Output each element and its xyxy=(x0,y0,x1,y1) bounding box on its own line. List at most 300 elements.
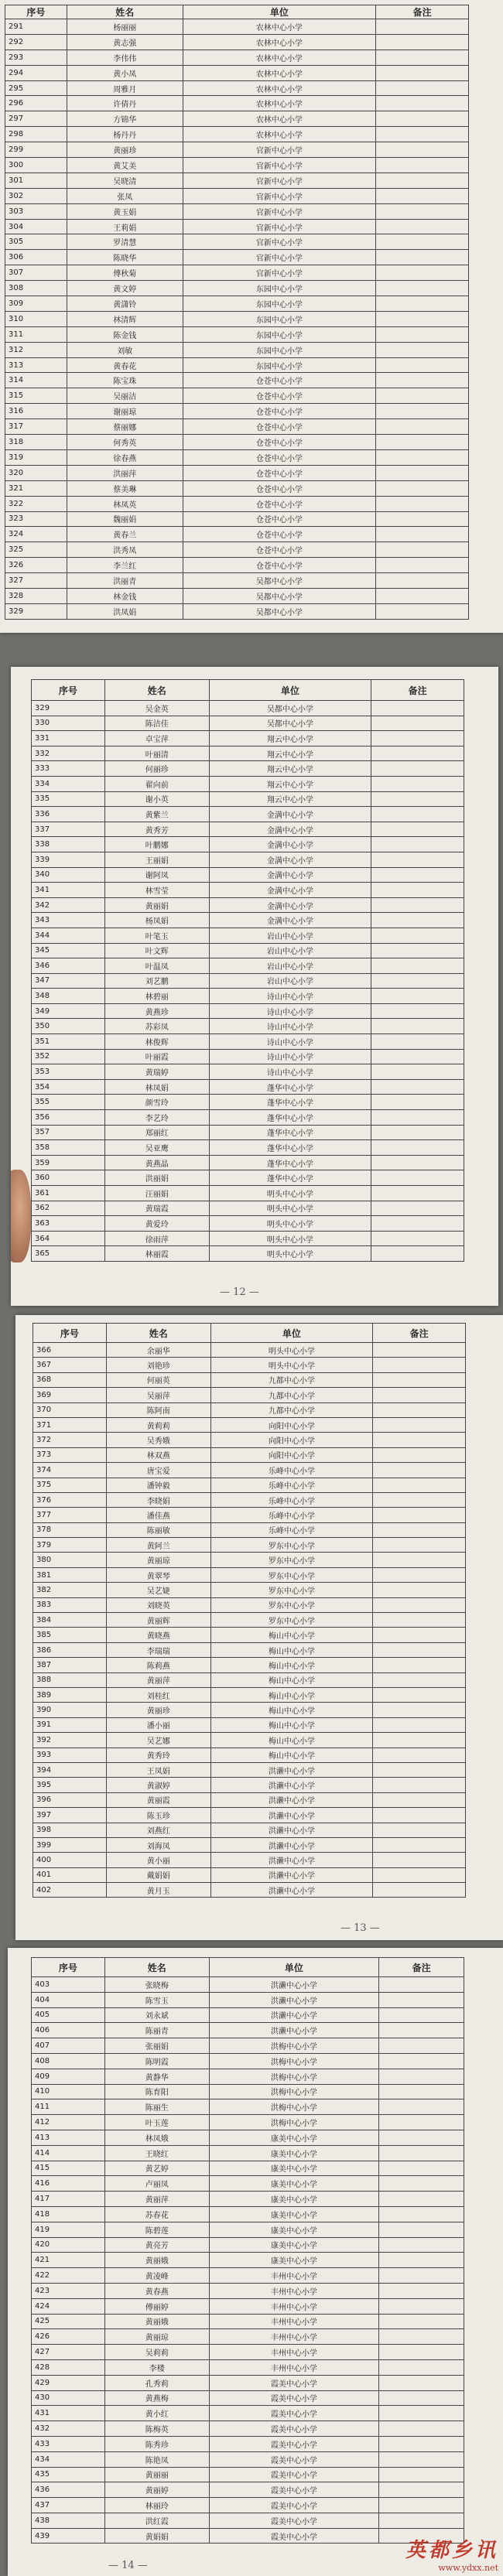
cell-number: 334 xyxy=(32,776,105,791)
table-row xyxy=(5,127,469,142)
cell-name: 陈艳凤 xyxy=(104,2451,209,2467)
cell-name: 潘佳燕 xyxy=(106,1508,210,1522)
cell-name: 洪丽青 xyxy=(67,573,183,589)
cell-unit: 仓苍中心小学 xyxy=(183,542,376,558)
table-row xyxy=(32,822,464,837)
cell-number: 335 xyxy=(32,791,105,807)
table-row xyxy=(5,19,469,35)
cell-remark xyxy=(373,1642,466,1657)
cell-name: 李伟伟 xyxy=(67,50,183,65)
cell-remark xyxy=(373,1478,466,1492)
cell-unit: 洪梅中心小学 xyxy=(209,2099,379,2115)
cell-name: 黄丽娥 xyxy=(104,2253,209,2268)
cell-remark xyxy=(373,1463,466,1478)
cell-remark xyxy=(376,542,469,558)
cell-number: 377 xyxy=(33,1508,107,1522)
cell-number: 337 xyxy=(32,822,105,837)
cell-remark xyxy=(373,1703,466,1717)
cell-remark xyxy=(379,2069,464,2084)
cell-number: 408 xyxy=(32,2053,105,2069)
cell-name: 林凤娟 xyxy=(104,1079,209,1095)
cell-number: 387 xyxy=(33,1658,107,1672)
cell-number: 354 xyxy=(32,1079,105,1095)
cell-name: 洪丽萍 xyxy=(67,465,183,480)
cell-remark xyxy=(379,2253,464,2268)
table-row xyxy=(33,1388,466,1402)
table-row xyxy=(33,1613,466,1628)
cell-unit: 康美中心小学 xyxy=(209,2237,379,2253)
cell-remark xyxy=(373,1388,466,1402)
table-row xyxy=(33,1733,466,1748)
table-row xyxy=(32,2023,464,2038)
cell-remark xyxy=(376,496,469,511)
table-row xyxy=(32,807,464,822)
cell-name: 叶丽霞 xyxy=(104,1049,209,1064)
cell-name: 黄丽珍 xyxy=(106,1703,210,1717)
table-row xyxy=(32,913,464,928)
header-remark: 备注 xyxy=(373,1324,466,1343)
table-row xyxy=(32,2451,464,2467)
cell-number: 352 xyxy=(32,1049,105,1064)
table-row xyxy=(32,1079,464,1095)
cell-name: 陈玉珍 xyxy=(106,1808,210,1823)
table-row xyxy=(33,1567,466,1582)
cell-name: 吴莉莉 xyxy=(104,2345,209,2360)
table-row xyxy=(32,1246,464,1262)
table-row xyxy=(32,2359,464,2375)
cell-unit: 农林中心小学 xyxy=(183,80,376,96)
cell-name: 陈宝珠 xyxy=(67,373,183,388)
cell-remark xyxy=(376,435,469,450)
cell-remark xyxy=(376,19,469,35)
cell-number: 325 xyxy=(5,542,67,558)
cell-remark xyxy=(376,311,469,326)
cell-number: 332 xyxy=(32,746,105,761)
table-row xyxy=(33,1508,466,1522)
cell-number: 367 xyxy=(33,1358,107,1372)
cell-name: 李兰红 xyxy=(67,558,183,573)
cell-name: 张丽娟 xyxy=(104,2038,209,2054)
cell-remark xyxy=(371,837,464,852)
cell-unit: 明头中心小学 xyxy=(209,1186,371,1201)
cell-name: 何丽珍 xyxy=(104,761,209,777)
cell-unit: 岩山中心小学 xyxy=(209,943,371,958)
cell-name: 刘艺鹏 xyxy=(104,973,209,989)
cell-number: 402 xyxy=(33,1883,107,1898)
table-row xyxy=(5,542,469,558)
cell-number: 415 xyxy=(32,2161,105,2176)
cell-number: 419 xyxy=(32,2222,105,2237)
cell-number: 395 xyxy=(33,1778,107,1792)
cell-unit: 洪濑中心小学 xyxy=(210,1867,373,1882)
cell-unit: 官新中心小学 xyxy=(183,158,376,173)
cell-number: 306 xyxy=(5,250,67,265)
cell-name: 黄丽丽 xyxy=(104,2467,209,2482)
cell-unit: 霞美中心小学 xyxy=(209,2421,379,2437)
cell-number: 329 xyxy=(5,603,67,619)
table-row xyxy=(32,1110,464,1126)
cell-unit: 蓬华中心小学 xyxy=(209,1155,371,1170)
cell-number: 314 xyxy=(5,373,67,388)
table-row xyxy=(5,603,469,619)
cell-remark xyxy=(379,1992,464,2007)
document-page-4 xyxy=(8,1948,503,2576)
cell-remark xyxy=(376,465,469,480)
cell-remark xyxy=(373,1417,466,1432)
cell-number: 405 xyxy=(32,2007,105,2023)
cell-name: 刘艳珍 xyxy=(106,1358,210,1372)
cell-number: 422 xyxy=(32,2268,105,2284)
table-row xyxy=(33,1402,466,1417)
cell-name: 李晓娟 xyxy=(106,1492,210,1507)
cell-remark xyxy=(371,852,464,867)
cell-name: 洪丽娟 xyxy=(104,1170,209,1186)
cell-unit: 梅山中心小学 xyxy=(210,1733,373,1748)
cell-number: 427 xyxy=(32,2345,105,2360)
cell-name: 黄玉娟 xyxy=(67,203,183,219)
cell-number: 298 xyxy=(5,127,67,142)
cell-name: 黄丽娟 xyxy=(104,897,209,913)
table-row xyxy=(32,2345,464,2360)
cell-remark xyxy=(379,2206,464,2222)
table-row xyxy=(33,1748,466,1762)
cell-name: 方锦华 xyxy=(67,111,183,127)
cell-remark xyxy=(376,265,469,281)
cell-unit: 东园中心小学 xyxy=(183,326,376,342)
table-row xyxy=(5,188,469,203)
table-row xyxy=(32,2069,464,2084)
cell-unit: 向阳中心小学 xyxy=(210,1447,373,1462)
cell-name: 林碧丽 xyxy=(104,989,209,1004)
cell-number: 302 xyxy=(5,188,67,203)
cell-unit: 农林中心小学 xyxy=(183,127,376,142)
cell-name: 杨丽丽 xyxy=(67,19,183,35)
cell-remark xyxy=(373,1628,466,1642)
cell-name: 刘永斌 xyxy=(104,2007,209,2023)
table-row xyxy=(5,96,469,111)
table-row xyxy=(32,2268,464,2284)
header-no: 序号 xyxy=(32,1958,105,1977)
cell-unit: 洪濑中心小学 xyxy=(210,1778,373,1792)
cell-name: 李瑞瑞 xyxy=(106,1642,210,1657)
cell-number: 400 xyxy=(33,1853,107,1867)
cell-remark xyxy=(376,373,469,388)
cell-remark xyxy=(371,958,464,974)
cell-remark xyxy=(376,80,469,96)
table-row xyxy=(32,1049,464,1064)
cell-name: 谢阿凤 xyxy=(104,867,209,883)
cell-remark xyxy=(373,1823,466,1837)
cell-name: 黄丽萍 xyxy=(106,1672,210,1687)
cell-name: 黄丽珍 xyxy=(67,142,183,158)
cell-unit: 农林中心小学 xyxy=(183,34,376,50)
cell-remark xyxy=(373,1358,466,1372)
cell-unit: 蓬华中心小学 xyxy=(209,1125,371,1140)
table-row xyxy=(5,234,469,250)
cell-number: 421 xyxy=(32,2253,105,2268)
table-row xyxy=(32,2513,464,2528)
cell-number: 358 xyxy=(32,1140,105,1156)
table-row xyxy=(33,1837,466,1852)
cell-number: 430 xyxy=(32,2390,105,2406)
cell-remark xyxy=(373,1687,466,1702)
cell-remark xyxy=(376,296,469,312)
table-row xyxy=(32,1170,464,1186)
cell-number: 365 xyxy=(32,1246,105,1262)
cell-name: 林雪莹 xyxy=(104,883,209,898)
cell-unit: 康美中心小学 xyxy=(209,2253,379,2268)
cell-unit: 梅山中心小学 xyxy=(210,1717,373,1732)
cell-name: 王凤娟 xyxy=(106,1762,210,1777)
cell-number: 431 xyxy=(32,2406,105,2421)
cell-number: 299 xyxy=(5,142,67,158)
table-row xyxy=(33,1642,466,1657)
table-row xyxy=(5,265,469,281)
cell-unit: 洪濑中心小学 xyxy=(210,1823,373,1837)
table-row xyxy=(33,1522,466,1537)
cell-remark xyxy=(373,1658,466,1672)
table-row xyxy=(32,1216,464,1232)
table-row xyxy=(32,791,464,807)
cell-number: 355 xyxy=(32,1095,105,1110)
cell-unit: 官新中心小学 xyxy=(183,188,376,203)
table-row xyxy=(5,50,469,65)
cell-remark xyxy=(371,1186,464,1201)
cell-remark xyxy=(371,943,464,958)
table-row xyxy=(32,2298,464,2314)
cell-remark xyxy=(371,897,464,913)
cell-name: 黄娟娟 xyxy=(104,2528,209,2544)
cell-remark xyxy=(371,1095,464,1110)
table-row xyxy=(33,1853,466,1867)
cell-unit: 洪濑中心小学 xyxy=(209,2007,379,2023)
cell-remark xyxy=(376,326,469,342)
cell-number: 309 xyxy=(5,296,67,312)
cell-remark xyxy=(379,2436,464,2451)
cell-number: 328 xyxy=(5,588,67,603)
table-row xyxy=(5,326,469,342)
cell-unit: 东园中心小学 xyxy=(183,342,376,357)
table-row xyxy=(33,1358,466,1372)
cell-name: 黄小红 xyxy=(104,2406,209,2421)
cell-number: 382 xyxy=(33,1583,107,1597)
table-row xyxy=(32,2421,464,2437)
cell-remark xyxy=(376,173,469,188)
cell-number: 370 xyxy=(33,1402,107,1417)
cell-name: 黄小丽 xyxy=(106,1853,210,1867)
cell-number: 301 xyxy=(5,173,67,188)
cell-number: 416 xyxy=(32,2176,105,2192)
cell-unit: 吴都中心小学 xyxy=(183,603,376,619)
cell-unit: 金满中心小学 xyxy=(209,852,371,867)
cell-name: 郑丽红 xyxy=(104,1125,209,1140)
cell-remark xyxy=(379,2115,464,2130)
cell-unit: 诗山中心小学 xyxy=(209,989,371,1004)
cell-remark xyxy=(373,1343,466,1358)
cell-unit: 九都中心小学 xyxy=(210,1402,373,1417)
cell-remark xyxy=(376,511,469,527)
cell-number: 331 xyxy=(32,731,105,746)
cell-unit: 金满中心小学 xyxy=(209,822,371,837)
table-row xyxy=(5,219,469,234)
table-row xyxy=(5,80,469,96)
cell-number: 319 xyxy=(5,449,67,465)
cell-name: 魏丽娟 xyxy=(67,511,183,527)
table-row xyxy=(32,1992,464,2007)
cell-remark xyxy=(371,1064,464,1080)
cell-unit: 霞美中心小学 xyxy=(209,2482,379,2498)
cell-name: 苏春花 xyxy=(104,2206,209,2222)
cell-number: 439 xyxy=(32,2528,105,2544)
cell-name: 吴亚鹰 xyxy=(104,1140,209,1156)
cell-remark xyxy=(376,142,469,158)
header-name: 姓名 xyxy=(104,1958,209,1977)
cell-remark xyxy=(379,2099,464,2115)
table-row xyxy=(33,1538,466,1553)
cell-number: 388 xyxy=(33,1672,107,1687)
cell-unit: 明头中心小学 xyxy=(210,1358,373,1372)
cell-unit: 农林中心小学 xyxy=(183,96,376,111)
cell-unit: 东园中心小学 xyxy=(183,311,376,326)
cell-unit: 翔云中心小学 xyxy=(209,776,371,791)
cell-number: 339 xyxy=(32,852,105,867)
cell-unit: 乐峰中心小学 xyxy=(210,1478,373,1492)
table-row xyxy=(32,883,464,898)
roster-table-3 xyxy=(33,1323,466,1898)
cell-name: 何秀英 xyxy=(67,435,183,450)
table-row xyxy=(32,2406,464,2421)
cell-name: 黄丽霞 xyxy=(106,1792,210,1807)
cell-name: 陈碧莲 xyxy=(104,2222,209,2237)
watermark-url: www.ydxx.net xyxy=(438,2563,498,2573)
cell-remark xyxy=(379,2513,464,2528)
cell-remark xyxy=(371,973,464,989)
table-row xyxy=(5,311,469,326)
cell-name: 苏彩凤 xyxy=(104,1019,209,1034)
cell-unit: 明头中心小学 xyxy=(209,1231,371,1246)
cell-name: 黄文婷 xyxy=(67,281,183,296)
cell-name: 陈丽青 xyxy=(104,2023,209,2038)
table-row xyxy=(32,2161,464,2176)
cell-remark xyxy=(373,1853,466,1867)
cell-remark xyxy=(376,111,469,127)
cell-unit: 罗东中心小学 xyxy=(210,1583,373,1597)
cell-remark xyxy=(373,1538,466,1553)
header-name: 姓名 xyxy=(106,1324,210,1343)
cell-number: 323 xyxy=(5,511,67,527)
cell-unit: 乐峰中心小学 xyxy=(210,1508,373,1522)
cell-name: 吴晓清 xyxy=(67,173,183,188)
cell-unit: 梅山中心小学 xyxy=(210,1687,373,1702)
table-row xyxy=(32,2115,464,2130)
table-row xyxy=(33,1703,466,1717)
cell-unit: 仓苍中心小学 xyxy=(183,419,376,435)
cell-unit: 官新中心小学 xyxy=(183,203,376,219)
cell-name: 刘晓英 xyxy=(106,1597,210,1612)
cell-name: 陈金钱 xyxy=(67,326,183,342)
table-row xyxy=(33,1433,466,1447)
cell-number: 376 xyxy=(33,1492,107,1507)
cell-remark xyxy=(373,1372,466,1387)
cell-unit: 翔云中心小学 xyxy=(209,731,371,746)
cell-number: 300 xyxy=(5,158,67,173)
cell-unit: 蓬华中心小学 xyxy=(209,1140,371,1156)
table-row xyxy=(5,449,469,465)
cell-remark xyxy=(379,2375,464,2390)
cell-remark xyxy=(373,1553,466,1567)
cell-remark xyxy=(373,1717,466,1732)
table-row xyxy=(32,2253,464,2268)
cell-unit: 梅山中心小学 xyxy=(210,1628,373,1642)
cell-unit: 罗东中心小学 xyxy=(210,1567,373,1582)
document-page-1 xyxy=(0,0,503,633)
cell-name: 谢丽琼 xyxy=(67,404,183,419)
cell-remark xyxy=(376,250,469,265)
table-row xyxy=(5,158,469,173)
table-row xyxy=(32,2222,464,2237)
cell-remark xyxy=(371,1170,464,1186)
cell-unit: 洪濑中心小学 xyxy=(210,1792,373,1807)
cell-unit: 霞美中心小学 xyxy=(209,2390,379,2406)
cell-remark xyxy=(379,2467,464,2482)
cell-unit: 明头中心小学 xyxy=(209,1201,371,1216)
cell-number: 385 xyxy=(33,1628,107,1642)
cell-remark xyxy=(376,203,469,219)
cell-remark xyxy=(376,34,469,50)
cell-name: 叶鹏娜 xyxy=(104,837,209,852)
table-row xyxy=(32,746,464,761)
table-row xyxy=(32,2038,464,2054)
cell-unit: 仓苍中心小学 xyxy=(183,388,376,404)
cell-number: 326 xyxy=(5,558,67,573)
cell-number: 417 xyxy=(32,2192,105,2207)
cell-number: 398 xyxy=(33,1823,107,1837)
cell-name: 黄紫兰 xyxy=(104,807,209,822)
cell-name: 傅秋菊 xyxy=(67,265,183,281)
cell-number: 292 xyxy=(5,34,67,50)
cell-number: 313 xyxy=(5,357,67,373)
cell-remark xyxy=(376,219,469,234)
cell-remark xyxy=(371,1110,464,1126)
cell-name: 洪红霞 xyxy=(104,2513,209,2528)
cell-remark xyxy=(379,2329,464,2345)
cell-unit: 霞美中心小学 xyxy=(209,2467,379,2482)
cell-unit: 东园中心小学 xyxy=(183,281,376,296)
cell-number: 362 xyxy=(32,1201,105,1216)
cell-number: 343 xyxy=(32,913,105,928)
cell-unit: 洪濑中心小学 xyxy=(209,1977,379,1993)
cell-number: 322 xyxy=(5,496,67,511)
table-row xyxy=(5,296,469,312)
table-row xyxy=(33,1463,466,1478)
table-row xyxy=(32,1155,464,1170)
cell-number: 291 xyxy=(5,19,67,35)
table-row xyxy=(5,342,469,357)
cell-unit: 洪梅中心小学 xyxy=(209,2069,379,2084)
cell-name: 黄艾美 xyxy=(67,158,183,173)
cell-unit: 官新中心小学 xyxy=(183,265,376,281)
cell-remark xyxy=(373,1567,466,1582)
roster-table-1 xyxy=(5,5,469,620)
cell-number: 317 xyxy=(5,419,67,435)
cell-number: 436 xyxy=(32,2482,105,2498)
cell-remark xyxy=(373,1447,466,1462)
table-row xyxy=(5,404,469,419)
cell-remark xyxy=(373,1583,466,1597)
cell-unit: 霞美中心小学 xyxy=(209,2406,379,2421)
cell-remark xyxy=(371,989,464,1004)
cell-number: 434 xyxy=(32,2451,105,2467)
